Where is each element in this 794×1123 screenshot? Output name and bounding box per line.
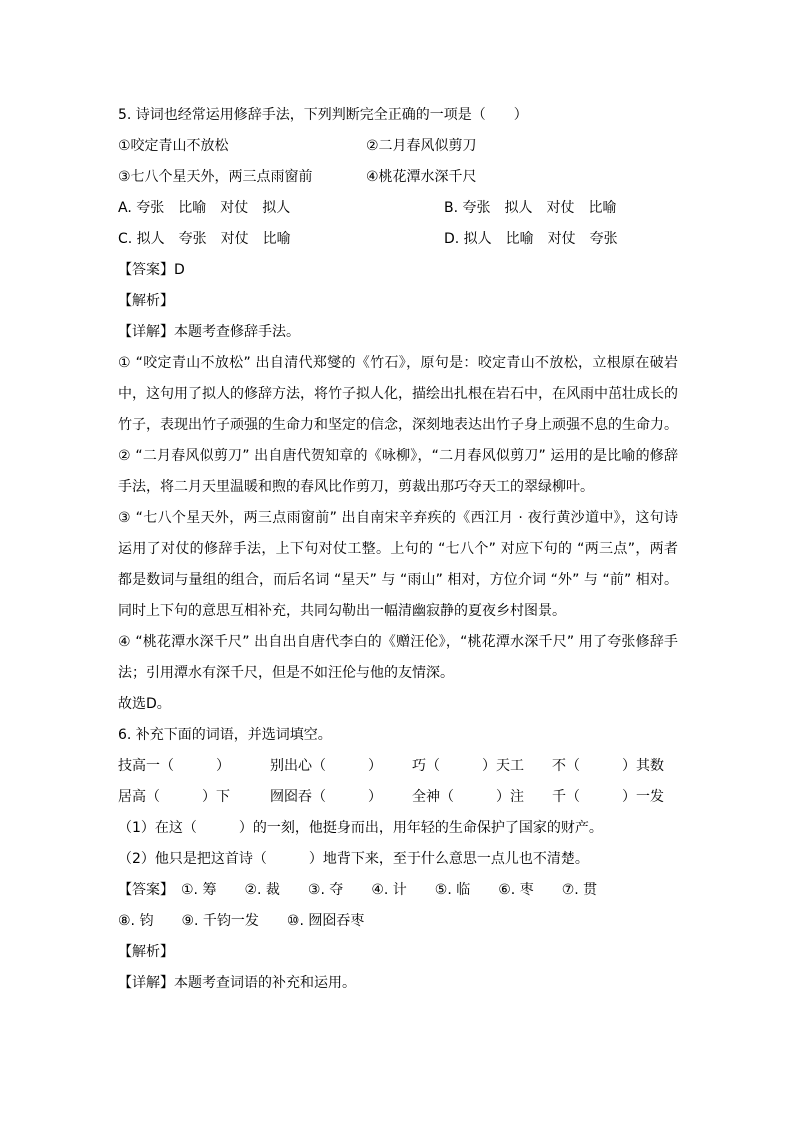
- q6-word-4: 不（ ）其数: [552, 758, 664, 774]
- q5-explanation-3: ③ “七八个星天外，两三点雨窗前” 出自南宋辛弃疾的《西江月 · 夜行黄沙道中》，这句诗运用了对仗的修辞手法，上下句对仗工整。上句的 “七八个” 对应下句的 “两三点”，两者都是数词与量组的组合，而后名词 “星天” 与 “雨山” 相对，方位介词 “外” 与 “前” 相对。同时上下句的意思互相补充，共同勾勒出一幅清幽寂静的夏夜乡村图景。: [118, 510, 678, 619]
- q6-stem: 6. 补充下面的词语，并选词填空。: [118, 727, 332, 743]
- q6-analysis-label: 【解析】: [118, 944, 174, 960]
- q5-option-a: A. 夸张 比喻 对仗 拟人: [118, 200, 291, 216]
- q5-item-1: ①咬定青山不放松: [118, 138, 229, 154]
- q6-words-row-2: [118, 782, 678, 813]
- q5-conclusion: 故选D。: [118, 696, 171, 712]
- q5-items-row-1: [118, 131, 678, 162]
- q5-option-d: D. 拟人 比喻 对仗 夸张: [444, 231, 618, 247]
- q6-word-7: 全神（ ）注: [412, 789, 524, 805]
- q6-answer-label: 【答案】: [118, 882, 167, 898]
- q5-stem: 5. 诗词也经常运用修辞手法，下列判断完全正确的一项是（ ）: [118, 107, 528, 123]
- q6-words-row-1: [118, 751, 678, 782]
- q5-analysis-label: 【解析】: [118, 293, 174, 309]
- q5-item-4: ④桃花潭水深千尺: [366, 169, 477, 185]
- q6-sentence-1: （1）在这（ ）的一刻，他挺身而出，用年轻的生命保护了国家的财产。: [118, 820, 603, 836]
- q5-explanation-4: ④ “桃花潭水深千尺” 出自出自唐代李白的《赠汪伦》，“桃花潭水深千尺” 用了夸张修辞手法；引用潭水有深千尺，但是不如汪伦与他的友情深。: [118, 634, 678, 681]
- document-content: [118, 100, 678, 999]
- q6-sentence-2: （2）他只是把这首诗（ ）地背下来，至于什么意思一点儿也不清楚。: [118, 851, 589, 867]
- q5-item-3: ③七八个星天外，两三点雨窗前: [118, 169, 313, 185]
- q5-explanation-2: ② “二月春风似剪刀” 出自唐代贺知章的《咏柳》，“二月春风似剪刀” 运用的是比喻的修辞手法，将二月天里温暖和煦的春风比作剪刀，剪裁出那巧夺天工的翠绿柳叶。: [118, 448, 678, 495]
- q5-detail: [118, 317, 678, 348]
- q6-word-8: 千（ ）一发: [552, 789, 664, 805]
- q5-option-c: C. 拟人 夸张 对仗 比喻: [118, 231, 291, 247]
- q5-detail-intro: 本题考查修辞手法。: [174, 324, 300, 340]
- q5-answer: [118, 255, 678, 286]
- q5-items-row-2: [118, 162, 678, 193]
- q6-word-3: 巧（ ）天工: [412, 758, 524, 774]
- q5-option-b: B. 夸张 拟人 对仗 比喻: [444, 200, 617, 216]
- q6-word-2: 别出心（ ）: [270, 758, 382, 774]
- q5-detail-label: 【详解】: [118, 324, 174, 340]
- q6-detail-intro: 本题考查词语的补充和运用。: [174, 975, 356, 991]
- q5-options-row-1: [118, 193, 678, 224]
- q5-options-row-2: [118, 224, 678, 255]
- q5-explanation-1: ① “咬定青山不放松” 出自清代郑燮的《竹石》，原句是：咬定青山不放松，立根原在破岩中，这句用了拟人的修辞方法，将竹子拟人化，描绘出扎根在岩石中，在风雨中茁壮成长的竹子，表现出竹子顽强的生命力和坚定的信念，深刻地表达出竹子身上顽强不息的生命力。: [118, 355, 678, 433]
- q5-item-2: ②二月春风似剪刀: [366, 138, 477, 154]
- q6-word-1: 技高一（ ）: [118, 758, 230, 774]
- q6-detail-label: 【详解】: [118, 975, 174, 991]
- q6-word-5: 居高（ ）下: [118, 789, 230, 805]
- q6-answer: [118, 875, 678, 906]
- q6-answers-line-2: ⑧. 钧 ⑨. 千钧一发 ⑩. 囫囵吞枣: [118, 913, 365, 929]
- q5-answer-value: D: [174, 262, 185, 278]
- q6-detail: [118, 968, 678, 999]
- q5-answer-label: 【答案】: [118, 262, 174, 278]
- q6-answers-line-1: ①. 筹 ②. 裁 ③. 夺 ④. 计 ⑤. 临 ⑥. 枣 ⑦. 贯: [181, 882, 598, 898]
- q6-word-6: 囫囵吞（ ）: [270, 789, 382, 805]
